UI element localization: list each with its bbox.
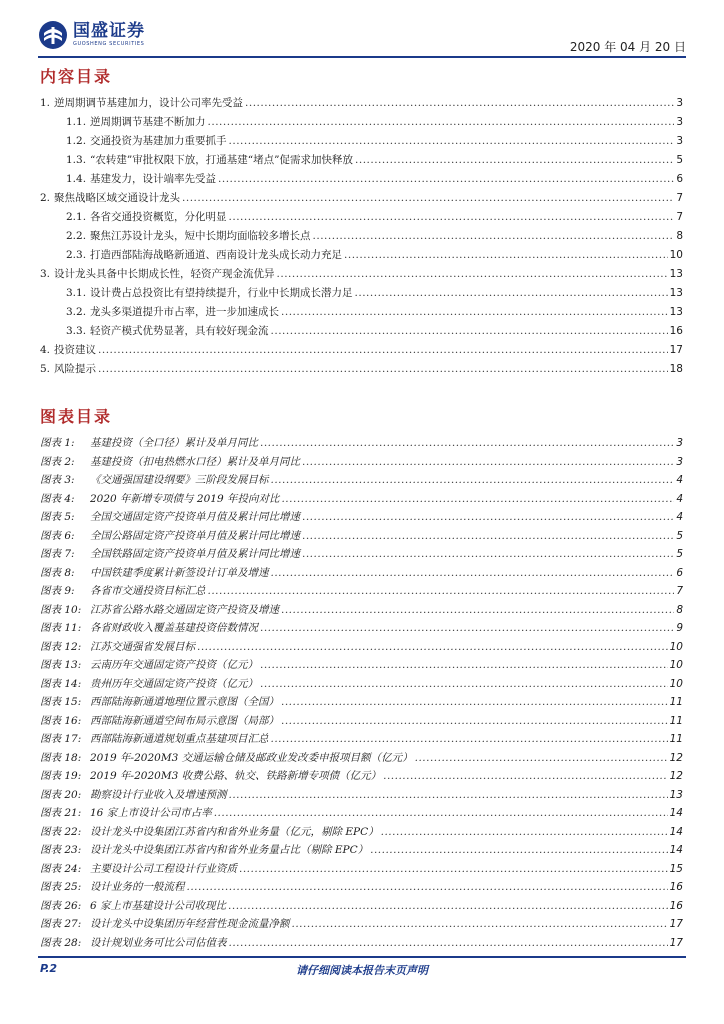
dot-leader	[302, 527, 674, 546]
figure-entry[interactable]	[40, 860, 683, 879]
dot-leader	[182, 189, 674, 208]
toc-entry-number: 3.1.	[66, 287, 87, 299]
figure-entry[interactable]	[40, 508, 683, 527]
dot-leader	[281, 601, 674, 620]
toc-title: 内容目录	[40, 67, 113, 86]
dot-leader	[187, 878, 668, 897]
toc-entry-number: 3.	[40, 268, 51, 280]
figure-entry[interactable]	[40, 656, 683, 675]
dot-leader	[208, 113, 675, 132]
dot-leader	[415, 749, 668, 768]
dot-leader	[271, 322, 668, 341]
figure-entry-label: 图表 2:	[40, 455, 75, 468]
toc-entry-text: 风险提示	[54, 363, 97, 375]
figure-entry-label: 图表 12:	[40, 640, 82, 653]
figure-entry-page: 10	[669, 640, 683, 653]
toc-entry-text: 交通投资为基建加力重要抓手	[90, 135, 227, 147]
toc-entry-text: 投资建议	[54, 344, 97, 356]
figure-entry[interactable]	[40, 582, 683, 601]
figure-entry-text: 全国交通固定资产投资单月值及累计同比增速	[90, 511, 300, 523]
figure-entry[interactable]	[40, 897, 683, 916]
dot-leader	[260, 675, 668, 694]
figure-entry-text: 西部陆海新通道规划重点基建项目汇总	[90, 733, 269, 745]
figure-entry-text: 设计龙头中设集团历年经营性现金流量净额	[90, 918, 290, 930]
figure-entry[interactable]	[40, 564, 683, 583]
figure-entry[interactable]	[40, 786, 683, 805]
guosheng-logo-icon	[38, 20, 68, 50]
figure-entry-page: 12	[669, 751, 683, 764]
toc-entry-number: 4.	[40, 344, 51, 356]
dot-leader	[281, 303, 668, 322]
figure-entry[interactable]	[40, 823, 683, 842]
figure-entry[interactable]	[40, 527, 683, 546]
figure-entry-label: 图表 14:	[40, 677, 82, 690]
figure-entry-label: 图表 25:	[40, 881, 82, 893]
dot-leader	[281, 712, 668, 731]
figure-entry-text: 基建投资（全口径）累计及单月同比	[90, 437, 258, 449]
toc-entry-page: 16	[669, 325, 683, 337]
header-divider	[38, 56, 686, 58]
toc-entry[interactable]	[40, 170, 683, 189]
figure-entry-text: 设计龙头中设集团江苏省内和省外业务量占比（剔除 EPC）	[90, 844, 369, 856]
figure-entry-page: 11	[669, 696, 683, 708]
figure-entry-page: 14	[669, 807, 683, 819]
toc-entry-number: 1.2.	[66, 135, 87, 147]
toc-entry-page: 6	[676, 173, 683, 185]
dot-leader	[260, 434, 674, 453]
toc-entry-text: 设计费占总投资比有望持续提升，行业中长期成长潜力足	[90, 287, 353, 299]
figures-list	[40, 434, 683, 952]
dot-leader	[277, 265, 668, 284]
figure-entry-page: 8	[676, 603, 683, 616]
figure-entry-text: 江苏交通强省发展目标	[90, 640, 195, 653]
figure-entry-label: 图表 4:	[40, 492, 75, 505]
toc-entry-number: 2.3.	[66, 249, 87, 261]
dot-leader	[313, 227, 675, 246]
figure-entry[interactable]	[40, 934, 683, 953]
figure-entry-text: 中国铁建季度累计新签设计订单及增速	[90, 566, 269, 579]
figure-entry[interactable]	[40, 767, 683, 786]
disclaimer-note: 请仔细阅读本报告末页声明	[296, 964, 428, 977]
figure-entry-text: 主要设计公司工程设计行业资质	[90, 862, 237, 875]
figure-entry[interactable]	[40, 749, 683, 768]
toc-entry-number: 5.	[40, 363, 51, 375]
figure-entry-page: 3	[676, 437, 683, 449]
toc-entry[interactable]	[40, 265, 683, 284]
dot-leader	[228, 897, 668, 916]
toc-entry-text: 基建发力，设计端率先受益	[90, 173, 217, 185]
toc-entry-number: 2.2.	[66, 230, 87, 242]
dot-leader	[281, 490, 674, 509]
toc-entry-text: 逆周期调节基建不断加力	[90, 116, 206, 128]
toc-entry-text: 聚焦江苏设计龙头，短中长期均面临较多增长点	[90, 230, 311, 242]
dot-leader	[381, 823, 668, 842]
dot-leader	[214, 804, 668, 823]
dot-leader	[271, 471, 675, 490]
figure-entry-text: 基建投资（扣电热燃水口径）累计及单月同比	[90, 455, 300, 468]
toc-entry[interactable]	[40, 94, 683, 113]
figure-entry[interactable]	[40, 638, 683, 657]
figure-entry-text: 设计业务的一般流程	[90, 881, 185, 893]
toc-entry-page: 3	[676, 116, 683, 128]
toc-entry-text: 打造西部陆海战略新通道、西南设计龙头成长动力充足	[90, 249, 343, 261]
company-logo	[38, 20, 145, 50]
dot-leader	[355, 284, 668, 303]
figure-entry-label: 图表 26:	[40, 899, 82, 912]
dot-leader	[98, 341, 668, 360]
figure-entry-label: 图表 21:	[40, 807, 82, 819]
dot-leader	[229, 208, 675, 227]
figure-entry-page: 9	[676, 622, 683, 634]
page-number: P.2	[40, 962, 58, 975]
figure-entry-text: 16 家上市设计公司市占率	[90, 807, 212, 819]
toc-entry[interactable]	[40, 360, 683, 379]
figure-entry-text: 《交通强国建设纲要》三阶段发展目标	[90, 474, 269, 486]
figure-entry-label: 图表 19:	[40, 770, 82, 782]
figure-entry-label: 图表 23:	[40, 844, 82, 856]
toc-entry-page: 18	[669, 363, 683, 375]
figure-entry-page: 17	[669, 936, 683, 949]
dot-leader	[281, 693, 668, 712]
dot-leader	[260, 619, 674, 638]
dot-leader	[271, 730, 668, 749]
figure-entry[interactable]	[40, 490, 683, 509]
logo-english-name: GUOSHENG SECURITIES	[73, 41, 145, 47]
figure-entry-text: 设计龙头中设集团江苏省内和省外业务量（亿元，剔除 EPC）	[90, 825, 379, 838]
toc-entry-page: 5	[676, 154, 683, 166]
figure-entry-page: 12	[669, 770, 683, 782]
figure-entry-text: 江苏省公路水路交通固定资产投资及增速	[90, 603, 279, 616]
figure-entry-label: 图表 6:	[40, 529, 75, 542]
dot-leader	[302, 545, 674, 564]
figure-entry-text: 西部陆海新通道空间布局示意图（局部）	[90, 714, 279, 727]
figure-entry-page: 5	[676, 529, 683, 542]
toc-entry[interactable]	[40, 322, 683, 341]
dot-leader	[229, 934, 668, 953]
toc-entry-text: 聚焦战略区域交通设计龙头	[54, 192, 181, 204]
figure-entry-page: 4	[676, 511, 683, 523]
toc-entry-page: 17	[669, 344, 683, 356]
figure-entry[interactable]	[40, 471, 683, 490]
dot-leader	[239, 860, 668, 879]
toc-entry[interactable]	[40, 132, 683, 151]
dot-leader	[370, 841, 668, 860]
figure-entry-label: 图表 20:	[40, 788, 82, 801]
figure-entry-label: 图表 27:	[40, 918, 82, 930]
figure-entry-page: 11	[669, 733, 683, 745]
dot-leader	[229, 786, 668, 805]
page-header	[38, 20, 686, 60]
toc-entry-number: 1.3.	[66, 154, 87, 166]
figure-entry-label: 图表 11:	[40, 622, 82, 634]
figure-entry-text: 设计规划业务可比公司估值表	[90, 936, 227, 949]
toc-entry-number: 3.3.	[66, 325, 87, 337]
toc-entry-number: 2.	[40, 192, 51, 204]
figure-entry[interactable]	[40, 712, 683, 731]
dot-leader	[218, 170, 674, 189]
dot-leader	[383, 767, 668, 786]
logo-chinese-name: 国盛证券	[73, 21, 145, 41]
toc-entry-page: 8	[676, 230, 683, 242]
toc-entry-number: 1.4.	[66, 173, 87, 185]
figure-entry-page: 14	[669, 825, 683, 838]
toc-entry[interactable]	[40, 113, 683, 132]
toc-entry-page: 3	[676, 97, 683, 109]
figure-entry-label: 图表 9:	[40, 585, 75, 597]
figure-entry-page: 7	[676, 585, 683, 597]
toc-entry-page: 13	[669, 306, 683, 318]
figure-entry-page: 10	[669, 659, 683, 671]
dot-leader	[229, 132, 675, 151]
toc-entry-page: 3	[676, 135, 683, 147]
figure-entry[interactable]	[40, 453, 683, 472]
figure-entry-page: 10	[669, 677, 683, 690]
report-date: 2020 年 04 月 20 日	[569, 40, 686, 54]
figure-entry[interactable]	[40, 915, 683, 934]
figure-entry-label: 图表 5:	[40, 511, 75, 523]
figure-entry-page: 3	[676, 455, 683, 468]
figure-entry-label: 图表 18:	[40, 751, 82, 764]
toc-entry-text: 龙头多渠道提升市占率，进一步加速成长	[90, 306, 280, 318]
figures-title: 图表目录	[40, 407, 113, 426]
figure-entry-label: 图表 8:	[40, 566, 75, 579]
toc-entry-text: 各省交通投资概览，分化明显	[90, 211, 227, 223]
dot-leader	[344, 246, 668, 265]
dot-leader	[302, 453, 674, 472]
figure-entry[interactable]	[40, 841, 683, 860]
figure-entry[interactable]	[40, 804, 683, 823]
toc-entry[interactable]	[40, 189, 683, 208]
toc-entry[interactable]	[40, 284, 683, 303]
figure-entry-text: 勘察设计行业收入及增速预测	[90, 788, 227, 801]
toc-entry[interactable]	[40, 246, 683, 265]
figure-entry-label: 图表 7:	[40, 548, 75, 560]
figure-entry-page: 16	[669, 899, 683, 912]
figure-entry[interactable]	[40, 434, 683, 453]
figure-entry-label: 图表 17:	[40, 733, 82, 745]
dot-leader	[302, 508, 674, 527]
toc-entry-page: 10	[669, 249, 683, 261]
toc-entry-text: 逆周期调节基建加力，设计公司率先受益	[54, 97, 244, 109]
dot-leader	[208, 582, 675, 601]
figure-entry-text: 2019 年-2020M3 收费公路、轨交、铁路新增专项债（亿元）	[90, 770, 382, 782]
figure-entry-page: 16	[669, 881, 683, 893]
dot-leader	[271, 564, 675, 583]
figure-entry-label: 图表 15:	[40, 696, 82, 708]
figure-entry-page: 6	[676, 566, 683, 579]
toc-entry-number: 2.1.	[66, 211, 87, 223]
dot-leader	[355, 151, 674, 170]
figure-entry-text: 各省财政收入覆盖基建投资倍数情况	[90, 622, 258, 634]
dot-leader	[98, 360, 668, 379]
figure-entry[interactable]	[40, 730, 683, 749]
dot-leader	[260, 656, 668, 675]
toc-entry-page: 7	[676, 211, 683, 223]
figure-entry-page: 5	[676, 548, 683, 560]
figure-entry[interactable]	[40, 545, 683, 564]
figure-entry-page: 14	[669, 844, 683, 856]
toc-entry-number: 3.2.	[66, 306, 87, 318]
figure-entry-text: 全国铁路固定资产投资单月值及累计同比增速	[90, 548, 300, 560]
toc-entry[interactable]	[40, 303, 683, 322]
figure-entry[interactable]	[40, 619, 683, 638]
figure-entry-text: 2019 年-2020M3 交通运输仓储及邮政业发改委申报项目额（亿元）	[90, 751, 413, 764]
footer-divider	[38, 956, 686, 958]
figure-entry[interactable]	[40, 693, 683, 712]
figure-entry-text: 西部陆海新通道地理位置示意图（全国）	[90, 696, 279, 708]
figure-entry-text: 全国公路固定资产投资单月值及累计同比增速	[90, 529, 300, 542]
figure-entry-label: 图表 28:	[40, 936, 82, 949]
figure-entry-text: 各省市交通投资目标汇总	[90, 585, 206, 597]
dot-leader	[292, 915, 668, 934]
figure-entry-text: 云南历年交通固定资产投资（亿元）	[90, 659, 258, 671]
figure-entry-page: 15	[669, 862, 683, 875]
toc-entry-number: 1.1.	[66, 116, 87, 128]
figure-entry-label: 图表 16:	[40, 714, 82, 727]
toc-entry[interactable]	[40, 151, 683, 170]
toc-entry-text: “农转建”审批权限下放，打通基建“堵点”促需求加快释放	[90, 154, 354, 166]
figure-entry[interactable]	[40, 675, 683, 694]
figure-entry[interactable]	[40, 601, 683, 620]
figure-entry-page: 4	[676, 492, 683, 505]
figure-entry-page: 11	[669, 714, 683, 727]
toc-entry-number: 1.	[40, 97, 51, 109]
toc-entry[interactable]	[40, 341, 683, 360]
toc-entry[interactable]	[40, 208, 683, 227]
figure-entry-text: 6 家上市基建设计公司收现比	[90, 899, 227, 912]
figure-entry-page: 4	[676, 474, 683, 486]
toc-entry-page: 7	[676, 192, 683, 204]
figure-entry-text: 2020 年新增专项债与 2019 年投向对比	[90, 492, 280, 505]
figure-entry-page: 17	[669, 918, 683, 930]
figure-entry-label: 图表 3:	[40, 474, 75, 486]
toc-entry[interactable]	[40, 227, 683, 246]
figure-entry-page: 13	[669, 788, 683, 801]
dot-leader	[245, 94, 674, 113]
figure-entry-label: 图表 1:	[40, 437, 75, 449]
toc-entry-text: 轻资产模式优势显著，具有较好现金流	[90, 325, 269, 337]
toc-entry-page: 13	[669, 268, 683, 280]
figure-entry-text: 贵州历年交通固定资产投资（亿元）	[90, 677, 258, 690]
figure-entry-label: 图表 13:	[40, 659, 82, 671]
figure-entry-label: 图表 10:	[40, 603, 82, 616]
figure-entry[interactable]	[40, 878, 683, 897]
figure-entry-label: 图表 24:	[40, 862, 82, 875]
dot-leader	[197, 638, 668, 657]
figure-entry-label: 图表 22:	[40, 825, 82, 838]
toc-entry-text: 设计龙头具备中长期成长性，轻资产现金流优异	[54, 268, 275, 280]
toc-list	[40, 94, 683, 379]
toc-entry-page: 13	[669, 287, 683, 299]
